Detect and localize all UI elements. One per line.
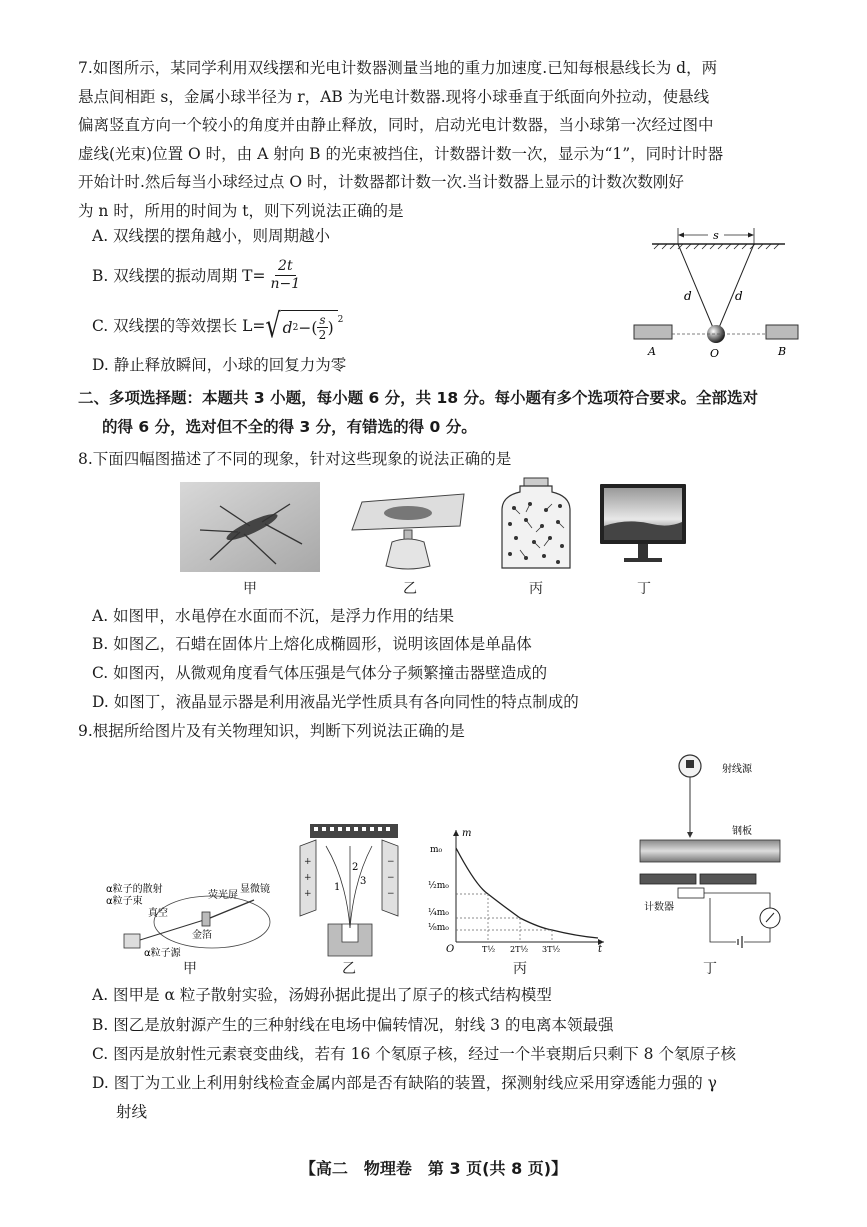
svg-text:−: −	[387, 873, 395, 883]
q7-line: 为 n 时，所用的时间为 t，则下列说法正确的是	[78, 201, 404, 220]
axis-t: t	[598, 944, 603, 954]
tick-eighth: ⅛m₀	[428, 923, 449, 933]
label-alpha-scatter: α粒子的散射	[106, 884, 163, 895]
q7-option-d: D. 静止释放瞬间，小球的回复力为零	[92, 356, 347, 374]
q8-option-b: B. 如图乙，石蜡在固体片上熔化成椭圆形，说明该固体是单晶体	[92, 635, 532, 653]
tick-half: ½m₀	[428, 881, 449, 891]
label-alpha-beam: α粒子束	[106, 896, 143, 907]
axis-m: m	[462, 828, 472, 839]
alpha-source-box	[124, 934, 140, 948]
q9-option-b: B. 图乙是放射源产生的三种射线在电场中偏转情况，射线 3 的电离本领最强	[92, 1016, 614, 1034]
q9-option-a: A. 图甲是 α 粒子散射实验，汤姆孙据此提出了原子的核式结构模型	[92, 986, 552, 1004]
q7-line: 开始计时.然后每当小球经过点 O 时，计数器都计数一次.当计数器上显示的计数次数刚好	[78, 173, 684, 191]
tick-m0: m₀	[430, 845, 443, 855]
exponent: 2	[337, 315, 344, 325]
bifilar-pendulum-figure	[630, 222, 800, 362]
q7-option-b-text: B. 双线摆的振动周期 T=	[92, 266, 266, 285]
q8-option-a: A. 如图甲，水黾停在水面而不沉，是浮力作用的结果	[92, 607, 455, 625]
label-counter: 计数器	[644, 902, 674, 913]
page-footer: 【高二 物理卷 第 3 页(共 8 页)】	[299, 1159, 568, 1178]
question-9-stem: 9.根据所给图片及有关物理知识，判断下列说法正确的是	[78, 722, 465, 740]
label-microscope: 显微镜	[240, 884, 270, 895]
rays-in-field-figure	[296, 820, 402, 960]
label-d-left: d	[684, 289, 692, 303]
svg-text:+: +	[304, 857, 312, 867]
gas-molecules-jar-image	[498, 476, 574, 574]
q8-option-d: D. 如图丁，液晶显示器是利用液晶光学性质具有各向同性的特点制成的	[92, 693, 579, 711]
fraction-denominator: 2	[318, 328, 327, 342]
sqrt-radicand: d 2 −( $\frac{s}{2}$ )	[281, 310, 338, 342]
q7-line: 虚线(光束)位置 O 时，由 A 射向 B 的光束被挡住，计数器计数一次，显示为“1”，同时计时器	[78, 144, 724, 163]
label-s: s	[713, 229, 719, 242]
question-8-stem: 8.下面四幅图描述了不同的现象，针对这些现象的说法正确的是	[78, 450, 512, 468]
ray-2-label: 2	[352, 862, 359, 873]
caption-jia-9: 甲	[183, 961, 197, 977]
section-2-line: 二、多项选择题：本题共 3 小题，每小题 6 分，共 18 分。每小题有多个选项符合要求。全部选对	[78, 389, 759, 407]
tick-quarter: ¼m₀	[428, 908, 449, 918]
decay-curve-figure	[426, 824, 610, 954]
decay-curve	[456, 848, 598, 938]
svg-text:−: −	[387, 889, 395, 899]
wax-melting-image	[348, 486, 472, 574]
q7-option-b	[92, 258, 303, 293]
caption-ding-8: 丁	[637, 581, 651, 597]
tick-t3: 3T½	[542, 945, 561, 954]
counter-tube	[678, 888, 704, 898]
q7-line: 偏离竖直方向一个较小的角度并由静止释放，同时，启动光电计数器，当小球第一次经过图中	[78, 116, 714, 134]
ray-3-label: 3	[360, 876, 367, 887]
label-screen: 荧光屏	[208, 890, 238, 901]
caption-bing-9: 丙	[513, 961, 527, 977]
q9-option-d: D. 图丁为工业上利用射线检查金属内部是否有缺陷的装置，探测射线应采用穿透能力强的 γ	[92, 1074, 717, 1092]
q7-line: 悬点间相距 s，金属小球半径为 r，AB 为光电计数器.现将小球垂直于纸面向外拉动，使悬线	[78, 87, 710, 106]
q7-option-c	[92, 306, 344, 346]
tick-t1: T½	[482, 945, 496, 954]
svg-text:+: +	[304, 889, 312, 899]
q9-option-c: C. 图丙是放射性元素衰变曲线，若有 16 个氡原子核，经过一个半衰期后只剩下 8 个氡原子核	[92, 1045, 736, 1063]
label-gold-foil: 金箔	[192, 930, 212, 941]
question-7-stem	[78, 54, 800, 225]
q7-option-a: A. 双线摆的摆角越小，则周期越小	[92, 227, 331, 245]
svg-text:+: +	[304, 873, 312, 883]
svg-text:−: −	[387, 857, 395, 867]
fraction-numerator: 2t	[275, 258, 296, 276]
label-source: 射线源	[722, 764, 752, 775]
tick-t2: 2T½	[510, 945, 529, 954]
label-alpha-source: α粒子源	[144, 948, 181, 958]
caption-jia-8: 甲	[243, 581, 257, 597]
caption-bing-8: 丙	[529, 581, 543, 597]
origin-o: O	[446, 944, 455, 954]
alcohol-lamp	[386, 539, 430, 569]
alpha-scattering-figure	[104, 882, 274, 958]
var-d: d	[282, 318, 293, 337]
q8-option-c: C. 如图丙，从微观角度看气体压强是气体分子频繁撞击器壁造成的	[92, 664, 548, 682]
label-b: B	[778, 345, 787, 358]
label-o: O	[710, 347, 720, 360]
fraction	[317, 313, 327, 342]
q7-line: 7.如图所示，某同学利用双线摆和光电计数器测量当地的重力加速度.已知每根悬线长为 d，两	[78, 59, 718, 77]
minus-paren: −(	[298, 318, 318, 337]
close-paren: )	[327, 318, 334, 337]
wax-ellipse	[384, 506, 432, 520]
label-vacuum: 真空	[148, 908, 168, 919]
ray-1-label: 1	[334, 882, 341, 893]
steel-plate	[640, 840, 780, 862]
label-a: A	[648, 345, 656, 358]
lead-box	[328, 924, 372, 956]
water-strider-image	[180, 482, 320, 574]
flaw-detection-figure	[634, 746, 784, 956]
microscope	[210, 900, 254, 918]
detector-a	[634, 325, 672, 339]
gold-foil	[202, 912, 210, 926]
caption-yi-9: 乙	[342, 961, 356, 977]
sqrt-sign: √	[265, 306, 281, 346]
section-2-line: 的得 6 分，选对但不全的得 3 分，有错选的得 0 分。	[102, 417, 477, 436]
fraction-numerator: s	[319, 313, 326, 327]
lcd-monitor-image	[598, 482, 688, 574]
label-plate: 钢板	[732, 826, 752, 837]
label-d-right: d	[735, 289, 743, 303]
q7-option-c-text: C. 双线摆的等效摆长 L=	[92, 317, 266, 335]
caption-ding-9: 丁	[703, 961, 717, 977]
q9-option-d-continued: 射线	[116, 1103, 148, 1121]
fraction	[268, 258, 304, 293]
caption-yi-8: 乙	[403, 581, 417, 597]
fraction-denominator: n−1	[270, 276, 301, 292]
detector-b	[766, 325, 798, 339]
section-2-header	[78, 384, 800, 441]
